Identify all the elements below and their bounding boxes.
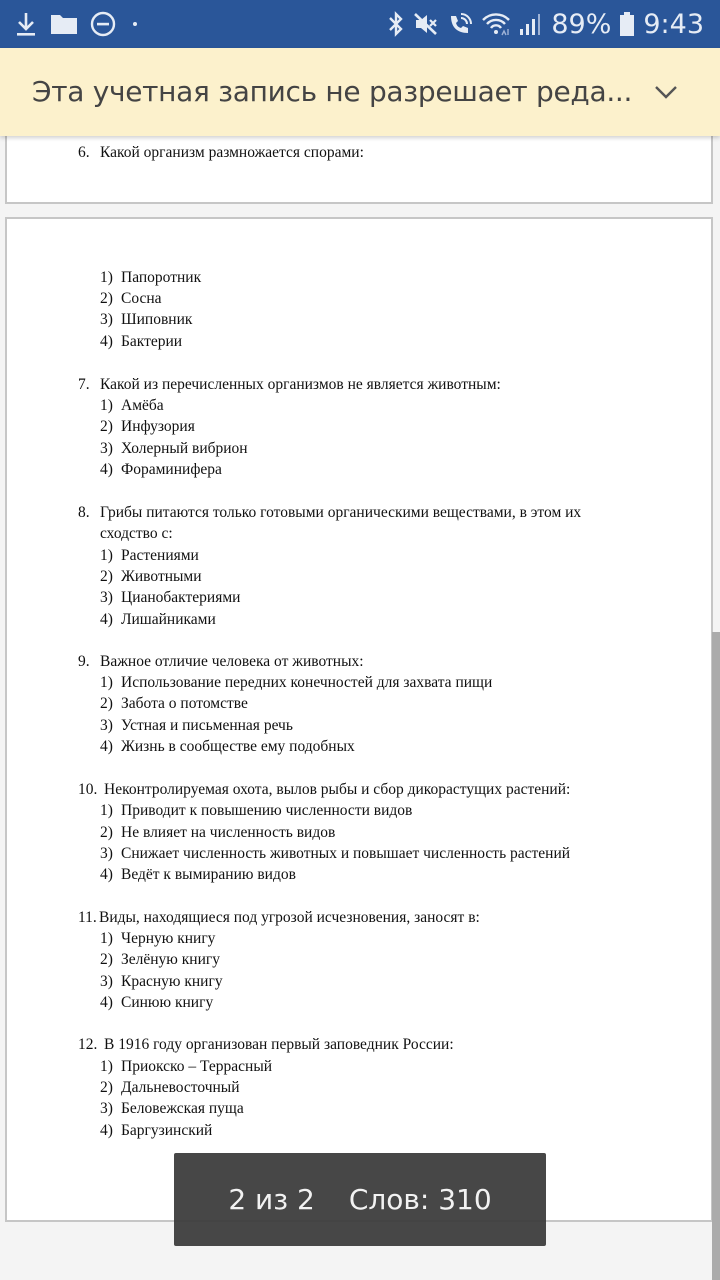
read-only-banner[interactable] [0,48,720,136]
option-text: Шиповник [121,311,193,328]
mute-icon [413,11,439,37]
option-number: 2) [100,1079,113,1096]
download-icon [14,10,38,38]
question-number: 7. [78,376,90,393]
option-number: 3) [100,311,113,328]
option-text: Беловежская пуща [121,1100,244,1117]
option-text: Приводит к повышению численности видов [121,802,413,819]
option [7,1100,711,1121]
option [7,973,711,994]
option [7,951,711,972]
option-number: 2) [100,418,113,435]
option [7,311,711,332]
word-count: Слов: 310 [348,1183,492,1216]
question-number: 8. [78,504,90,521]
option-text: Папоротник [121,269,202,286]
option [7,1079,711,1100]
signal-icon [519,11,541,37]
option-number: 4) [100,738,113,755]
question-line [7,653,711,674]
option-text: Бактерии [121,333,183,350]
option-number: 1) [100,397,113,414]
option [7,418,711,439]
option-text: Дальневосточный [121,1079,240,1096]
question-number: 9. [78,653,90,670]
bluetooth-icon [387,10,405,38]
option-text: Не влияет на численность видов [121,824,336,841]
page-indicator: 2 из 2 [228,1183,315,1216]
question-text: Виды, находящиеся под угрозой исчезновения, заносят в: [99,909,480,926]
question-text: Неконтролируемая охота, вылов рыбы и сбор дикорастущих растений: [104,781,571,798]
option-number: 3) [100,973,113,990]
option-text: Цианобактериями [121,589,241,606]
option-text: Баргузинский [121,1122,213,1139]
option-text: Красную книгу [121,973,223,990]
option-text: Забота о потомстве [121,695,248,712]
option-text: Растениями [121,547,199,564]
battery-percent: 89% [551,8,612,40]
question-text: В 1916 году организован первый заповедник России: [104,1036,454,1053]
question-number: 12. [78,1036,98,1053]
do-not-disturb-icon [90,11,116,37]
scrollbar-thumb[interactable] [712,632,720,1280]
page-word-count-toast [174,1153,546,1246]
question-number: 10. [78,781,98,798]
option [7,269,711,290]
status-bar-right [387,0,704,48]
option [7,866,711,887]
option [7,547,711,568]
question-text: Грибы питаются только готовыми органическими веществами, в этом их [100,504,582,521]
option-number: 3) [100,845,113,862]
option [7,1122,711,1143]
document-page-2 [5,217,713,1222]
battery-icon [619,10,635,38]
option-text: Лишайниками [121,611,216,628]
option [7,994,711,1015]
option-text: Снижает численность животных и повышает численность растений [121,845,571,862]
option-number: 1) [100,269,113,286]
option-text: Черную книгу [121,930,216,947]
option-number: 4) [100,461,113,478]
option-number: 1) [100,930,113,947]
option-number: 4) [100,994,113,1011]
option-number: 4) [100,611,113,628]
option-text: Холерный вибрион [121,440,248,457]
option-text: Сосна [121,290,162,307]
question-line [7,504,711,525]
option [7,333,711,354]
option-text: Приокско – Террасный [121,1058,273,1075]
option [7,695,711,716]
option-text: Фораминифера [121,461,222,478]
question-number: 6. [78,144,90,161]
option-text: Ведёт к вымиранию видов [121,866,296,883]
option-number: 1) [100,802,113,819]
option [7,440,711,461]
question-line [7,525,711,546]
question-line [7,909,711,930]
question-line [7,781,711,802]
question-text: Важное отличие человека от животных: [100,653,364,670]
wifi-icon [481,11,511,37]
question-line [7,376,711,397]
option-number: 3) [100,1100,113,1117]
option-number: 2) [100,290,113,307]
clock: 9:43 [643,8,704,40]
option [7,568,711,589]
option [7,1058,711,1079]
status-bar-left [14,0,142,48]
option-number: 1) [100,674,113,691]
option [7,845,711,866]
question-line [7,1036,711,1057]
option-number: 1) [100,547,113,564]
option [7,461,711,482]
option-number: 3) [100,717,113,734]
status-bar [0,0,720,48]
option-text: Амёба [121,397,164,414]
option-number: 3) [100,440,113,457]
option [7,717,711,738]
chevron-down-icon[interactable] [648,74,684,110]
option [7,824,711,845]
option-number: 4) [100,1122,113,1139]
option-number: 4) [100,333,113,350]
option [7,930,711,951]
option-number: 2) [100,568,113,585]
option-number: 2) [100,824,113,841]
folder-icon [50,12,78,36]
question-number: 11. [78,909,97,926]
option-number: 4) [100,866,113,883]
option-text: Животными [121,568,202,585]
option-number: 1) [100,1058,113,1075]
option [7,589,711,610]
option-number: 3) [100,589,113,606]
option-text: Жизнь в сообществе ему подобных [121,738,355,755]
option [7,802,711,823]
option-text: Устная и письменная речь [121,717,293,734]
question-6 [7,144,711,165]
question-text: Какой организм размножается спорами: [100,144,364,161]
option [7,290,711,311]
option [7,738,711,759]
option-text: Использование передних конечностей для захвата пищи [121,674,493,691]
question-text: Какой из перечисленных организмов не является животным: [100,376,501,393]
option [7,611,711,632]
option [7,397,711,418]
option [7,674,711,695]
wifi-calling-icon [447,11,473,37]
option-text: Синюю книгу [121,994,214,1011]
option-text: Инфузория [121,418,195,435]
banner-message: Эта учетная запись не разрешает реда... [32,75,633,108]
option-text: Зелёную книгу [121,951,220,968]
option-number: 2) [100,695,113,712]
option-number: 2) [100,951,113,968]
question-text: сходство с: [100,525,173,542]
dot-icon [128,17,142,31]
